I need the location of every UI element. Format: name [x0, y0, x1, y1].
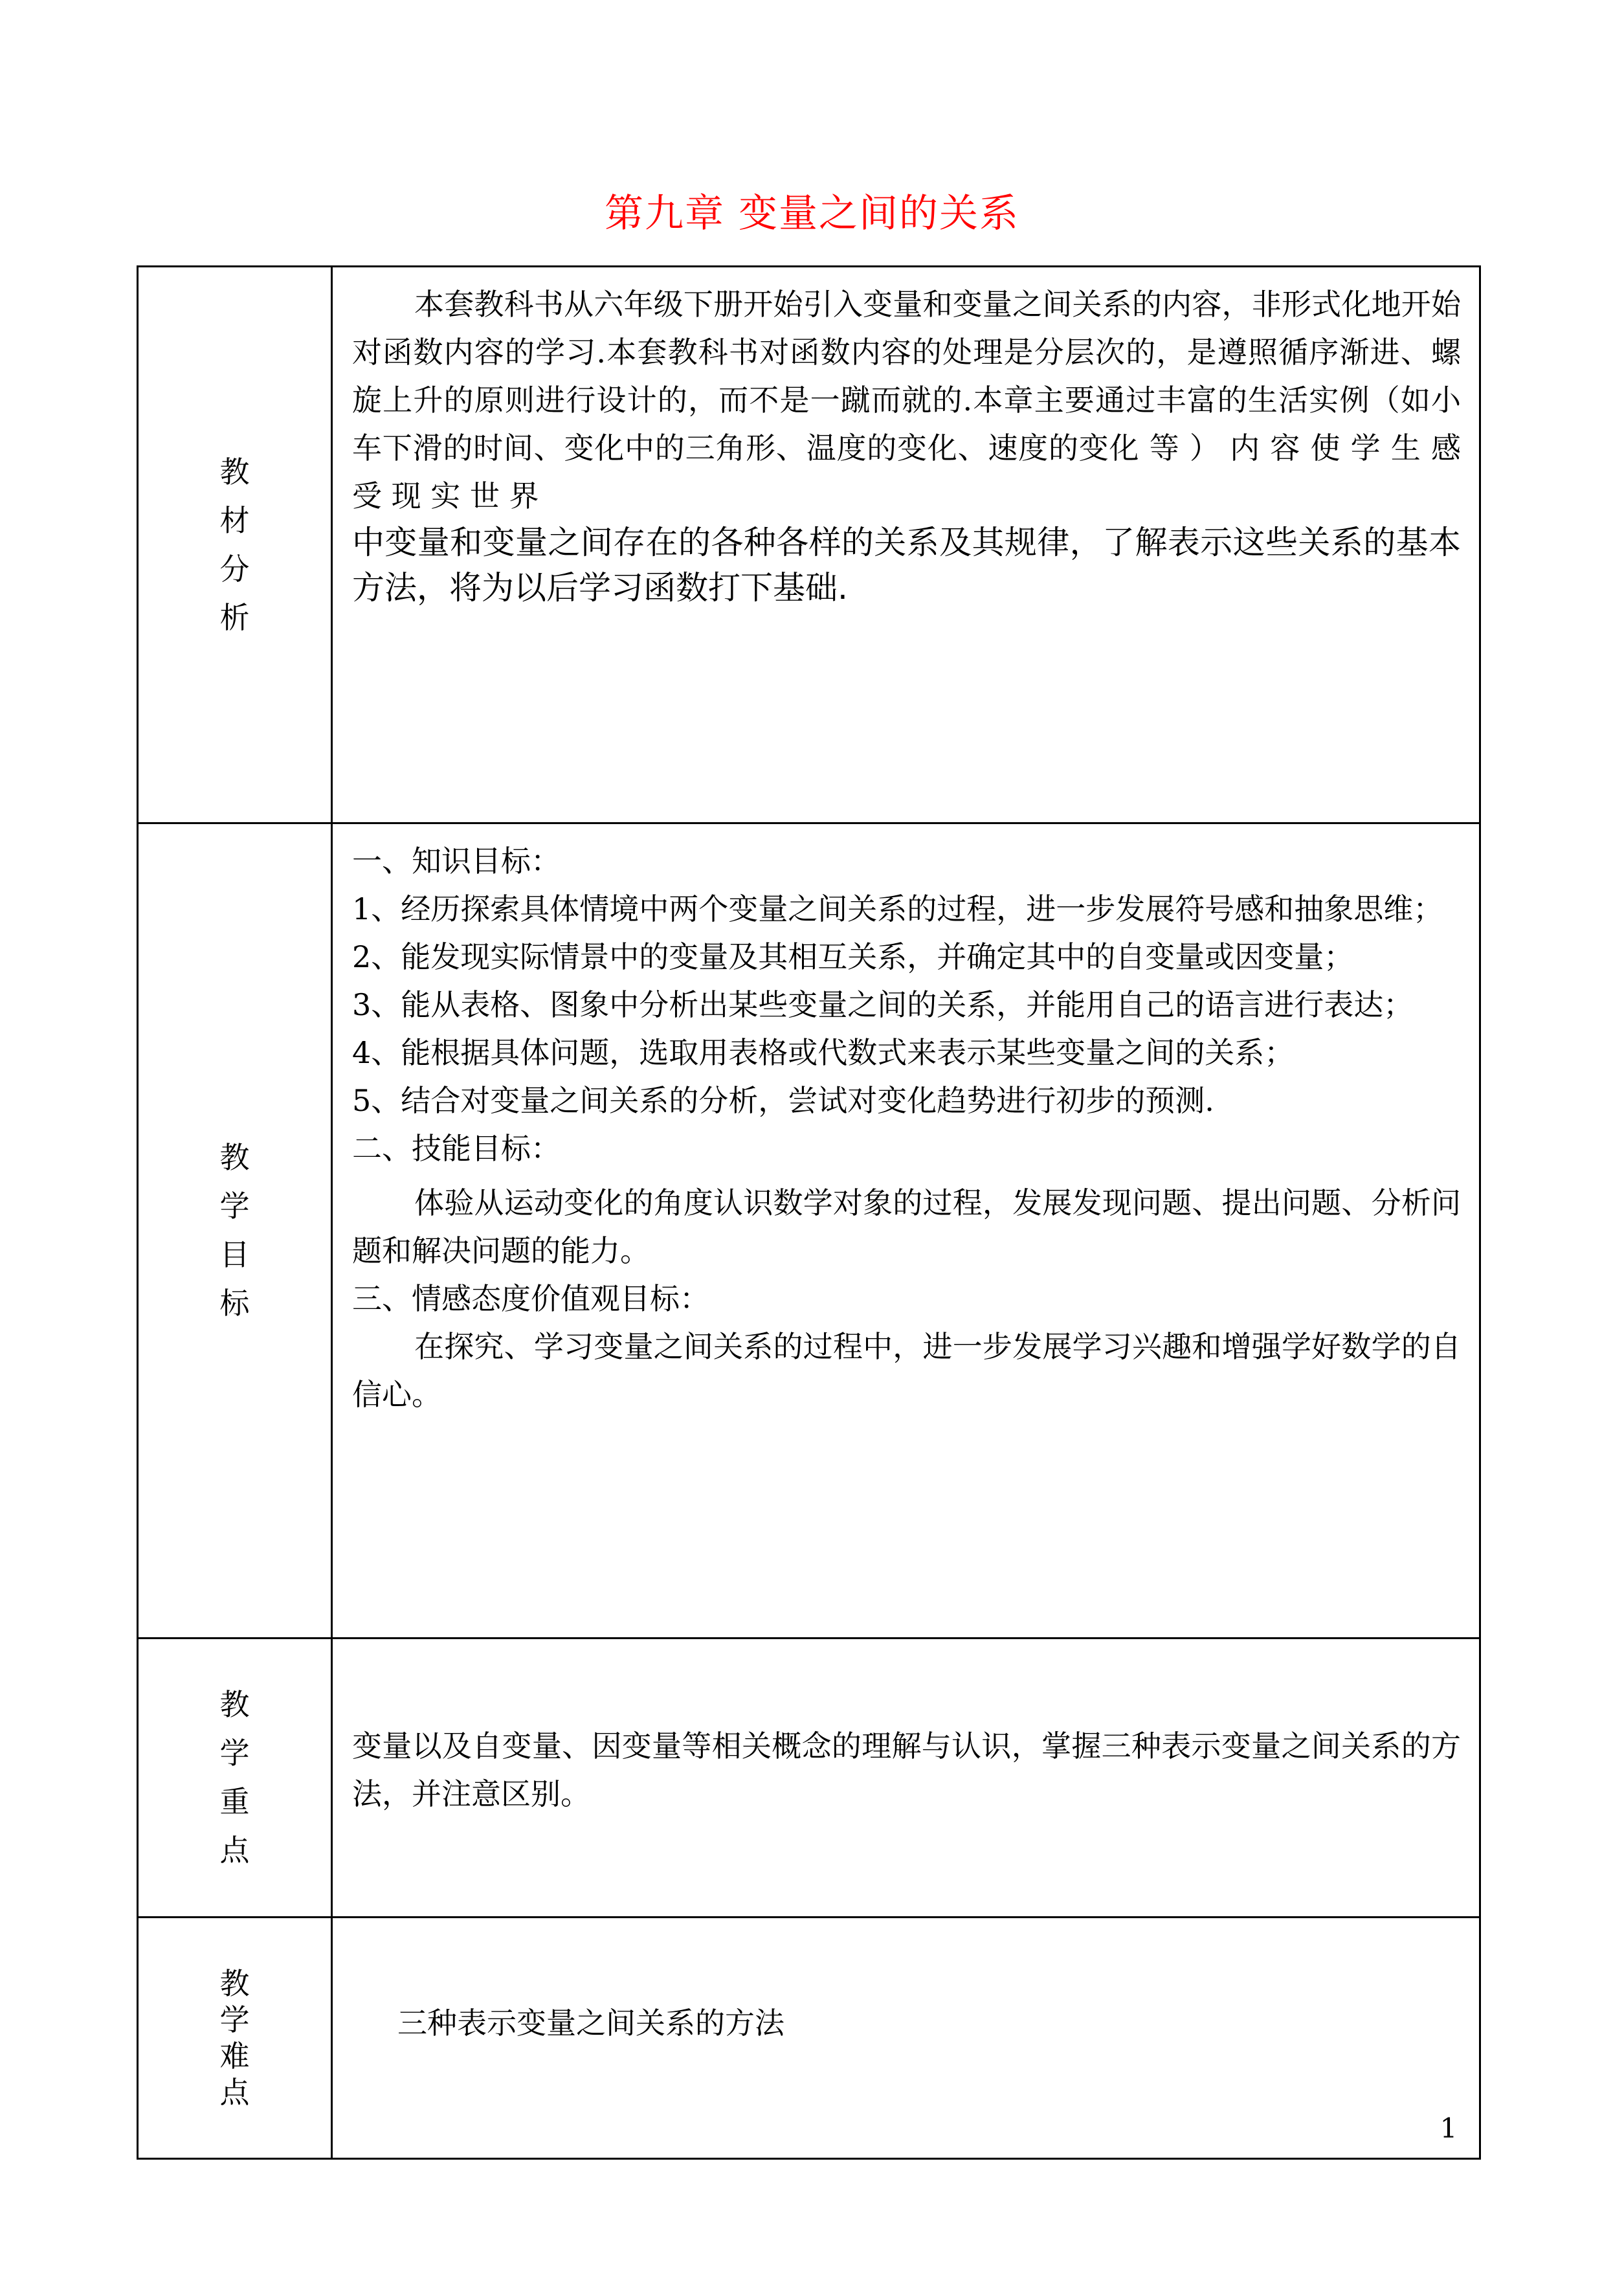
emotion-goals-heading: 三、情感态度价值观目标： [352, 1281, 709, 1316]
key-points-text: 变量以及自变量、因变量等相关概念的理解与认识，掌握三种表示变量之间关系的方法，并注意区别。 [352, 1728, 1461, 1811]
difficulties-text: 三种表示变量之间关系的方法 [397, 2006, 784, 2041]
table-row-difficulties [138, 1918, 1480, 2159]
page-number: 1 [1440, 2112, 1458, 2144]
row-content-analysis [332, 267, 1480, 823]
row-label-key-points: 教学重点 [219, 1687, 250, 1868]
row-label-cell [138, 823, 332, 1639]
row-label-goals: 教学目标 [219, 1140, 250, 1321]
emotion-goals-text: 在探究、学习变量之间关系的过程中，进一步发展学习兴趣和增强学好数学的自信心。 [352, 1329, 1461, 1412]
row-content-difficulties [332, 1918, 1480, 2159]
table-row-goals [138, 823, 1480, 1639]
row-label-analysis: 教材分析 [219, 454, 250, 635]
knowledge-goal-item: 5、结合对变量之间关系的分析，尝试对变化趋势进行初步的预测. [352, 1083, 1214, 1118]
row-label-cell [138, 1918, 332, 2159]
analysis-paragraph-2: 中变量和变量之间存在的各种各样的关系及其规律，了解表示这些关系的基本方法，将为以后学习函数打下基础. [352, 524, 1461, 607]
knowledge-goal-item: 4、能根据具体问题，选取用表格或代数式来表示某些变量之间的关系； [352, 1035, 1295, 1070]
knowledge-goals-heading: 一、知识目标： [352, 844, 561, 878]
table-row-key-points [138, 1639, 1480, 1918]
knowledge-goal-item: 3、能从表格、图象中分析出某些变量之间的关系，并能用自己的语言进行表达； [352, 987, 1414, 1022]
skill-goals-text: 体验从运动变化的角度认识数学对象的过程，发展发现问题、提出问题、分析问题和解决问题的能力。 [352, 1185, 1461, 1268]
row-content-key-points [332, 1639, 1480, 1918]
skill-goals-heading: 二、技能目标： [352, 1131, 561, 1166]
table-row-analysis [138, 267, 1480, 823]
analysis-paragraph-1: 本套教科书从六年级下册开始引入变量和变量之间关系的内容，非形式化地开始对函数内容的学习.本套教科书对函数内容的处理是分层次的，是遵照循序渐进、螺旋上升的原则进行设计的，而不是一蹴而就的.本章主要通过丰富的生活实例（如小车下滑的时间、变化中的三角形、温度的变化、速度的变化 等 ） 内 容 使 学 生 感 受 现 实 世 界 [352, 287, 1461, 513]
row-label-cell [138, 1639, 332, 1918]
knowledge-goal-item: 1、经历探索具体情境中两个变量之间关系的过程，进一步发展符号感和抽象思维； [352, 891, 1443, 926]
knowledge-goal-item: 2、能发现实际情景中的变量及其相互关系，并确定其中的自变量或因变量； [352, 939, 1354, 974]
page-title: 第九章 变量之间的关系 [604, 191, 1020, 236]
row-content-goals [332, 823, 1480, 1639]
row-label-cell [138, 267, 332, 823]
row-label-difficulties: 教学难点 [219, 1966, 250, 2110]
lesson-plan-table [137, 265, 1481, 2160]
